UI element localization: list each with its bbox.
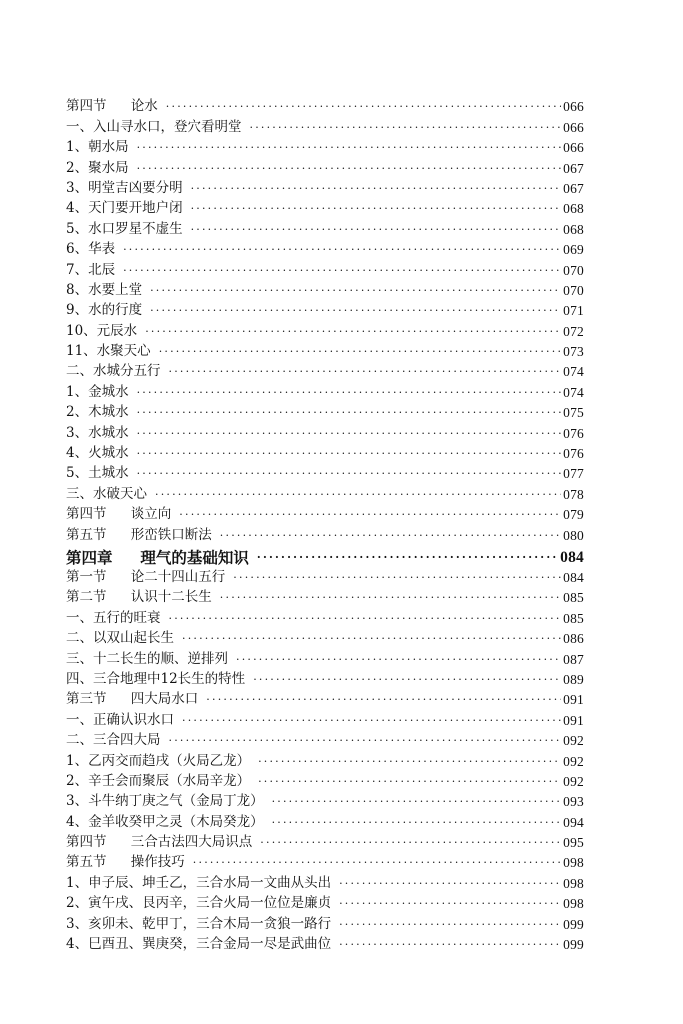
toc-page-number: 074: [563, 384, 584, 400]
toc-page-number: 094: [563, 814, 584, 830]
dot-leader: [339, 916, 561, 933]
toc-entry-label: 第四节: [66, 506, 107, 523]
toc-item-row[interactable]: [66, 790, 584, 810]
toc-entry-title: [66, 610, 161, 627]
toc-entry-label: 第四章: [66, 547, 113, 567]
dot-leader: [236, 651, 561, 668]
toc-page-number: 092: [563, 773, 584, 789]
dot-leader: [137, 404, 562, 421]
toc-item-row[interactable]: [66, 319, 584, 339]
dot-leader: [257, 549, 558, 566]
toc-section-row[interactable]: [66, 503, 584, 523]
toc-item-row[interactable]: [66, 933, 584, 953]
toc-entry-label: 第四节: [66, 834, 107, 851]
dot-leader: [250, 119, 562, 136]
toc-page-number: 076: [563, 446, 584, 462]
toc-page-number: 085: [563, 610, 584, 626]
toc-entry-title: [66, 895, 331, 912]
toc-section-row[interactable]: [66, 831, 584, 851]
toc-page-number: 093: [563, 794, 584, 810]
toc-page-number: 069: [563, 242, 584, 258]
toc-entry-text: 5、土城水: [66, 465, 129, 482]
toc-page-number: 067: [563, 160, 584, 176]
toc-page-number: 076: [563, 425, 584, 441]
toc-item-row[interactable]: [66, 258, 584, 278]
toc-entry-title: [66, 200, 183, 217]
toc-entry-title: [66, 323, 137, 340]
toc-entry-label: 第三节: [66, 691, 107, 708]
toc-entry-title: [66, 753, 250, 770]
toc-entry-title: [66, 98, 158, 115]
toc-entry-title: [66, 875, 331, 892]
dot-leader: [137, 139, 562, 156]
toc-entry-title: [66, 363, 161, 380]
toc-entry-title: [66, 180, 183, 197]
dot-leader: [339, 895, 561, 912]
toc-section-row[interactable]: [66, 95, 584, 115]
toc-entry-title: [66, 569, 225, 586]
toc-entry-title: [66, 486, 147, 503]
toc-entry-text: 5、水口罗星不虚生: [66, 220, 183, 237]
dot-leader: [258, 753, 561, 770]
toc-item-row[interactable]: [66, 340, 584, 360]
dot-leader: [191, 180, 562, 197]
dot-leader: [169, 610, 562, 627]
toc-item-row[interactable]: [66, 668, 584, 688]
toc-page-number: 091: [563, 692, 584, 708]
dot-leader: [145, 323, 561, 340]
toc-page-number: 078: [563, 486, 584, 502]
toc-entry-text: 三合古法四大局识点: [130, 834, 253, 851]
toc-page-number: 075: [563, 405, 584, 421]
toc-entry-text: 二、三合四大局: [66, 732, 161, 749]
toc-entry-text: 1、乙丙交而趋戌（火局乙龙）: [66, 752, 251, 769]
toc-entry-text: 1、金城水: [66, 383, 129, 400]
toc-entry-title: [66, 465, 129, 482]
toc-entry-title: [66, 445, 129, 462]
dot-leader: [272, 814, 562, 831]
toc-page-number: 066: [563, 119, 584, 135]
toc-entry-text: 3、明堂吉凶要分明: [66, 179, 183, 196]
toc-entry-text: 四、三合地理中12长生的特性: [66, 670, 246, 687]
dot-leader: [182, 712, 561, 729]
toc-entry-label: 第五节: [66, 526, 107, 543]
toc-entry-text: 2、辛壬会而聚辰（水局辛龙）: [66, 772, 251, 789]
toc-page-number: 092: [563, 753, 584, 769]
toc-item-row[interactable]: [66, 360, 584, 380]
toc-page-number: 099: [563, 916, 584, 932]
toc-page-number: 092: [563, 733, 584, 749]
toc-item-row[interactable]: [66, 197, 584, 217]
toc-item-row[interactable]: [66, 606, 584, 626]
toc-entry-title: [66, 834, 252, 851]
toc-item-row[interactable]: [66, 708, 584, 728]
toc-page-number: 074: [563, 364, 584, 380]
toc-item-row[interactable]: [66, 156, 584, 176]
toc-entry-text: 4、天门要开地户闭: [66, 200, 183, 217]
toc-item-row[interactable]: [66, 892, 584, 912]
dot-leader: [253, 671, 561, 688]
dot-leader: [159, 343, 561, 360]
toc-entry-text: 三、水破天心: [66, 485, 147, 502]
toc-section-row[interactable]: [66, 851, 584, 871]
toc-item-row[interactable]: [66, 177, 584, 197]
toc-item-row[interactable]: [66, 421, 584, 441]
toc-entry-title: [66, 160, 129, 177]
toc-page-number: 066: [563, 140, 584, 156]
toc-item-row[interactable]: [66, 810, 584, 830]
toc-entry-title: [66, 384, 129, 401]
toc-section-row[interactable]: [66, 523, 584, 543]
dot-leader: [150, 302, 561, 319]
toc-entry-title: [66, 221, 183, 238]
toc-item-row[interactable]: [66, 462, 584, 482]
dot-leader: [193, 854, 561, 871]
dot-leader: [169, 363, 562, 380]
toc-page-number: 084: [563, 569, 584, 585]
toc-entry-title: [66, 589, 212, 606]
dot-leader: [123, 241, 561, 258]
dot-leader: [166, 98, 561, 115]
toc-entry-text: 1、申子辰、坤壬乙，三合水局一文曲从头出: [66, 874, 332, 891]
dot-leader: [220, 527, 561, 544]
toc-entry-text: 10、元辰水: [66, 322, 138, 339]
dot-leader: [137, 384, 562, 401]
toc-page-number: 067: [563, 180, 584, 196]
toc-item-row[interactable]: [66, 380, 584, 400]
dot-leader: [155, 486, 561, 503]
toc-item-row[interactable]: [66, 770, 584, 790]
toc-item-row[interactable]: [66, 482, 584, 502]
toc-entry-text: 论水: [130, 98, 158, 115]
toc-item-row[interactable]: [66, 401, 584, 421]
toc-item-row[interactable]: [66, 217, 584, 237]
toc-page-number: 068: [563, 201, 584, 217]
dot-leader: [137, 160, 562, 177]
dot-leader: [191, 221, 562, 238]
toc-entry-title: [66, 916, 331, 933]
dot-leader: [179, 506, 561, 523]
toc-page-number: 072: [563, 323, 584, 339]
toc-page-number: 070: [563, 282, 584, 298]
toc-item-row[interactable]: [66, 115, 584, 135]
toc-entry-text: 操作技巧: [130, 854, 185, 871]
dot-leader: [123, 262, 561, 279]
toc-entry-text: 理气的基础知识: [140, 547, 249, 567]
toc-page-number: 066: [563, 99, 584, 115]
table-of-contents: [66, 95, 584, 953]
toc-item-row[interactable]: [66, 647, 584, 667]
toc-entry-title: [66, 119, 242, 136]
toc-item-row[interactable]: [66, 871, 584, 891]
toc-page-number: 077: [563, 466, 584, 482]
dot-leader: [137, 465, 562, 482]
dot-leader: [272, 793, 562, 810]
toc-entry-title: [66, 793, 264, 810]
toc-entry-title: [66, 506, 171, 523]
dot-leader: [150, 282, 561, 299]
dot-leader: [339, 936, 561, 953]
toc-entry-title: [66, 404, 129, 421]
toc-entry-label: 第一节: [66, 568, 107, 585]
toc-entry-text: 3、亥卯未、乾甲丁，三合木局一贪狼一路行: [66, 915, 332, 932]
toc-entry-text: 形峦铁口断法: [130, 526, 212, 543]
toc-entry-text: 4、巳酉丑、巽庚癸，三合金局一尽是武曲位: [66, 936, 332, 953]
toc-entry-title: [66, 691, 198, 708]
toc-entry-title: [66, 549, 249, 566]
toc-entry-title: [66, 282, 142, 299]
toc-entry-text: 一、入山寻水口，登穴看明堂: [66, 118, 242, 135]
dot-leader: [206, 691, 561, 708]
toc-entry-text: 2、聚水局: [66, 159, 129, 176]
toc-entry-text: 1、朝水局: [66, 139, 129, 156]
toc-item-row[interactable]: [66, 627, 584, 647]
toc-entry-title: [66, 425, 129, 442]
toc-section-row[interactable]: [66, 586, 584, 606]
toc-entry-title: [66, 139, 129, 156]
toc-item-row[interactable]: [66, 279, 584, 299]
toc-entry-title: [66, 343, 151, 360]
dot-leader: [137, 425, 562, 442]
toc-entry-text: 7、北辰: [66, 261, 116, 278]
toc-item-row[interactable]: [66, 238, 584, 258]
toc-entry-title: [66, 671, 245, 688]
toc-page-number: 098: [563, 855, 584, 871]
toc-page-number: 091: [563, 712, 584, 728]
toc-entry-text: 2、木城水: [66, 404, 129, 421]
toc-item-row[interactable]: [66, 729, 584, 749]
toc-entry-title: [66, 630, 174, 647]
toc-entry-text: 4、火城水: [66, 445, 129, 462]
toc-page-number: 068: [563, 221, 584, 237]
toc-entry-text: 二、水城分五行: [66, 363, 161, 380]
toc-page-number: 089: [563, 671, 584, 687]
dot-leader: [233, 569, 561, 586]
toc-page-number: 098: [563, 896, 584, 912]
toc-entry-title: [66, 712, 174, 729]
toc-page-number: 099: [563, 937, 584, 953]
toc-entry-title: [66, 527, 212, 544]
toc-section-row[interactable]: [66, 566, 584, 586]
toc-entry-title: [66, 814, 264, 831]
toc-section-row[interactable]: [66, 688, 584, 708]
dot-leader: [182, 630, 561, 647]
toc-entry-title: [66, 651, 228, 668]
toc-page-number: 084: [560, 548, 584, 566]
dot-leader: [169, 732, 562, 749]
toc-entry-text: 6、华表: [66, 241, 116, 258]
toc-entry-text: 一、正确认识水口: [66, 711, 174, 728]
toc-entry-text: 8、水要上堂: [66, 281, 143, 298]
toc-entry-title: [66, 854, 185, 871]
toc-entry-text: 谈立向: [130, 506, 172, 523]
toc-entry-label: 第五节: [66, 854, 107, 871]
toc-page-number: 085: [563, 590, 584, 606]
toc-page-number: 095: [563, 835, 584, 851]
toc-entry-text: 2、寅午戌、艮丙辛，三合火局一位位是廉贞: [66, 895, 332, 912]
toc-page-number: 071: [563, 303, 584, 319]
toc-item-row[interactable]: [66, 299, 584, 319]
toc-entry-text: 9、水的行度: [66, 302, 143, 319]
dot-leader: [191, 200, 562, 217]
toc-entry-title: [66, 262, 115, 279]
toc-entry-title: [66, 302, 142, 319]
dot-leader: [137, 445, 562, 462]
toc-page-number: 073: [563, 344, 584, 360]
toc-entry-text: 二、以双山起长生: [66, 630, 174, 647]
toc-entry-text: 3、斗牛纳丁庚之气（金局丁龙）: [66, 793, 264, 810]
toc-item-row[interactable]: [66, 912, 584, 932]
toc-entry-title: [66, 936, 331, 953]
toc-item-row[interactable]: [66, 136, 584, 156]
toc-entry-text: 4、金羊收癸甲之灵（木局癸龙）: [66, 813, 264, 830]
toc-entry-text: 11、水聚天心: [66, 343, 151, 360]
dot-leader: [220, 589, 561, 606]
toc-entry-title: [66, 732, 161, 749]
toc-page-number: 080: [563, 527, 584, 543]
dot-leader: [339, 875, 561, 892]
toc-page-number: 079: [563, 507, 584, 523]
toc-entry-text: 3、水城水: [66, 424, 129, 441]
toc-entry-title: [66, 773, 250, 790]
toc-page-number: 098: [563, 875, 584, 891]
toc-entry-text: 论二十四山五行: [130, 568, 226, 585]
toc-entry-text: 四大局水口: [130, 691, 199, 708]
dot-leader: [260, 834, 561, 851]
toc-item-row[interactable]: [66, 749, 584, 769]
toc-item-row[interactable]: [66, 442, 584, 462]
toc-chapter-row[interactable]: [66, 544, 584, 566]
toc-entry-text: 认识十二长生: [130, 589, 212, 606]
toc-entry-label: 第四节: [66, 98, 107, 115]
toc-page-number: 087: [563, 651, 584, 667]
toc-entry-text: 三、十二长生的顺、逆排列: [66, 650, 228, 667]
toc-entry-text: 一、五行的旺衰: [66, 609, 161, 626]
toc-page-number: 086: [563, 631, 584, 647]
toc-entry-title: [66, 241, 115, 258]
dot-leader: [258, 773, 561, 790]
toc-entry-label: 第二节: [66, 589, 107, 606]
toc-page-number: 070: [563, 262, 584, 278]
